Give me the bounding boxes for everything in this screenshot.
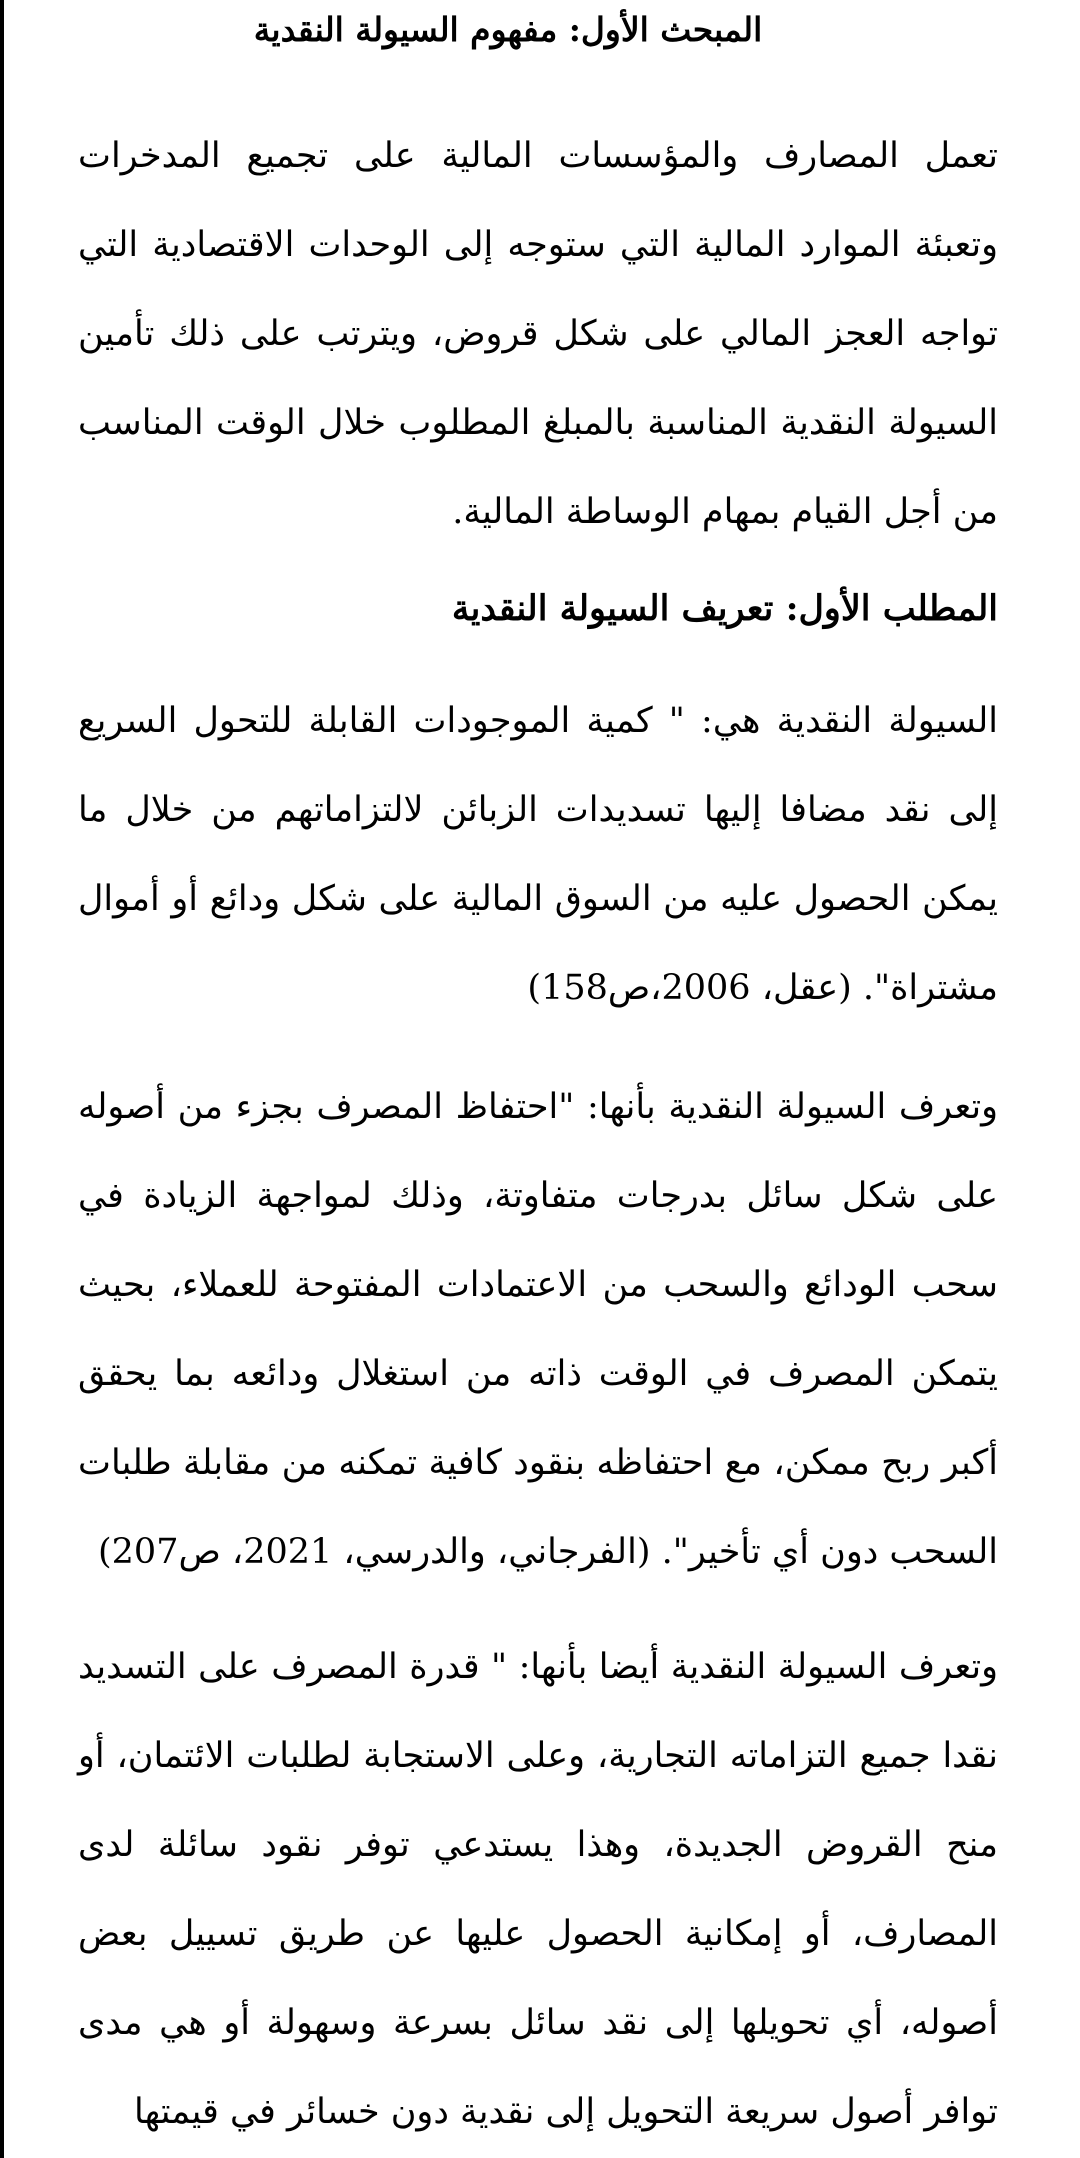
chapter-title: المبحث الأول: مفهوم السيولة النقدية <box>253 10 763 49</box>
definition-paragraph-1: السيولة النقدية هي: " كمية الموجودات القابلة للتحول السريع إلى نقد مضافا إليها تسديدات الزبائن لالتزاماتهم من خلال ما يمكن الحصول عليه من السوق المالية على شكل ودائع أو أموال مشتراة". (عقل، 2006،ص158) <box>78 701 998 1008</box>
section-title: المطلب الأول: تعريف السيولة النقدية <box>451 588 998 629</box>
definition-paragraph-3: وتعرف السيولة النقدية أيضا بأنها: " قدرة المصرف على التسديد نقدا جميع التزاماته التجارية، وعلى الاستجابة لطلبات الائتمان، أو منح القروض الجديدة، وهذا يستدعي توفر نقود سائلة لدى المصارف، أو إمكانية الحصول عليها عن طريق تسييل بعض أصوله، أي تحويلها إلى نقد سائل بسرعة وسهولة أو هي مدى توافر أصول سريعة التحويل إلى نقدية دون خسائر في قيمتها <box>78 1647 998 2132</box>
intro-paragraph: تعمل المصارف والمؤسسات المالية على تجميع المدخرات وتعبئة الموارد المالية التي ستوجه إلى الوحدات الاقتصادية التي تواجه العجز المالي على شكل قروض، ويترتب على ذلك تأمين السيولة النقدية المناسبة بالمبلغ المطلوب خلال الوقت المناسب من أجل القيام بمهام الوساطة المالية. <box>78 136 998 532</box>
definition-paragraph-2: وتعرف السيولة النقدية بأنها: "احتفاظ المصرف بجزء من أصوله على شكل سائل بدرجات متفاوتة، وذلك لمواجهة الزيادة في سحب الودائع والسحب من الاعتمادات المفتوحة للعملاء، بحيث يتمكن المصرف في الوقت ذاته من استغلال ودائعه بما يحقق أكبر ربح ممكن، مع احتفاظه بنقود كافية تمكنه من مقابلة طلبات السحب دون أي تأخير". (الفرجاني، والدرسي، 2021، ص207) <box>78 1087 998 1572</box>
document-page <box>78 0 998 2157</box>
page-left-border <box>0 0 4 2158</box>
